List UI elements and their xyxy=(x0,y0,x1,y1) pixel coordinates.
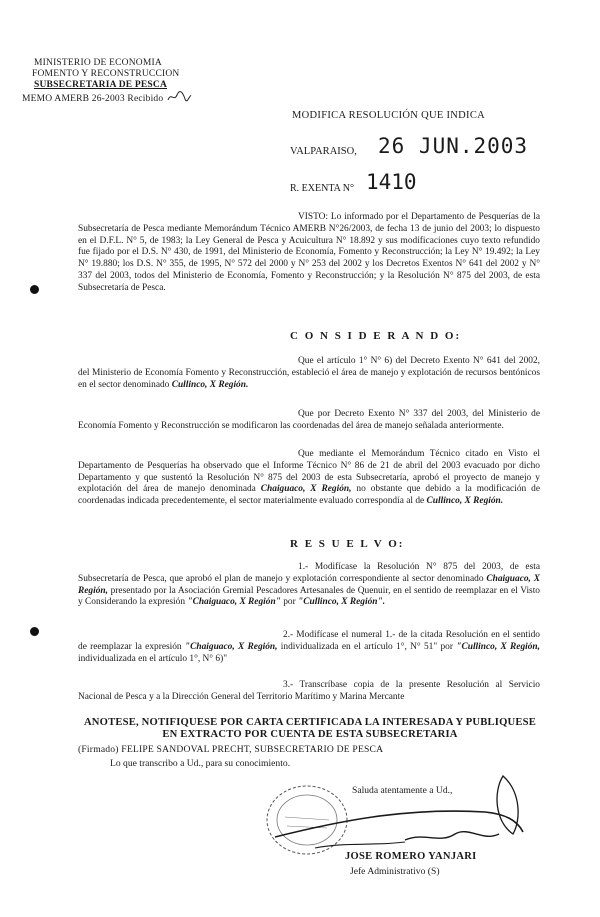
stamped-exenta-number: 1410 xyxy=(366,170,417,194)
resuelvo-1-quote-old: "Chaiguaco, X Región" xyxy=(187,597,281,608)
transcribe-line: Lo que transcribo a Ud., para su conocimiento. xyxy=(110,758,291,769)
considerando-paragraph-2: Que por Decreto Exento N° 337 del 2003, del Ministerio de Economía Fomento y Reconstrucción se modificaron las coordenadas del área de manejo señalada anteriormente. xyxy=(78,409,540,431)
resuelvo-2-quote-new: "Cullinco, X Región, xyxy=(456,641,540,652)
punch-hole-bottom xyxy=(30,627,39,636)
resuelvo-1-sector: Chaiguaco, X Región, xyxy=(78,573,540,596)
considerando-1-sector: Cullinco, X Región. xyxy=(171,379,249,390)
resuelvo-item-3: 3.- Transcríbase copia de la presente Resolución al Servicio Nacional de Pesca y a la Dirección General del Territorio Marítimo y Marina Mercante xyxy=(78,680,540,702)
closing-formula xyxy=(75,717,545,741)
resuelvo-item-1 xyxy=(78,562,540,609)
signer-title: Jefe Administrativo (S) xyxy=(350,866,440,877)
document-subject: MODIFICA RESOLUCIÓN QUE INDICA xyxy=(292,110,486,121)
place-label: VALPARAISO, xyxy=(290,146,357,157)
letterhead-ministry: MINISTERIO DE ECONOMIA xyxy=(34,58,162,68)
considerando-3-sector-end: Cullinco, X Región. xyxy=(426,496,504,507)
considerando-heading: C O N S I D E R A N D O: xyxy=(290,330,462,342)
considerando-3-text: Que mediante el Memorándum Técnico citado en Visto el Departamento de Pesquerías ha observado que el Informe Técnico N° 86 de 21 de abril del 2003 evacuado por dicho Departamento y que sustentó la Resolución N° 875 del 2003 de esta Subsecretaría, aprobó el proyecto de manejo y explotación del área de manejo denominada xyxy=(78,449,540,495)
signed-by-line: (Firmado) FELIPE SANDOVAL PRECHT, SUBSECRETARIO DE PESCA xyxy=(78,744,384,755)
letterhead xyxy=(22,58,192,105)
resuelvo-1-mid: presentado por la Asociación Gremial Pescadores Artesanales de Quenuir, en el sentido de reemplazar en el Visto y Considerando la expresión xyxy=(78,585,540,608)
resuelvo-2-mid: individualizada en el artículo 1°, N° 51" por xyxy=(277,641,457,652)
resuelvo-1-text: 1.- Modifícase la Resolución N° 875 del 2003, de esta Subsecretaría de Pesca, que aprobó el plan de manejo y explotación correspondiente al sector denominado xyxy=(78,562,540,584)
considerando-1-text: Que el artículo 1° N° 6) del Decreto Exento N° 641 del 2002, del Ministerio de Economía Fomento y Reconstrucción, estableció el área de manejo y explotación de recursos bentónicos en el sector denominado xyxy=(78,356,540,390)
resuelvo-2-quote-old: "Chaiguaco, X Región, xyxy=(184,641,278,652)
signer-name: JOSE ROMERO YANJARI xyxy=(345,851,477,862)
exenta-label: R. EXENTA N° xyxy=(290,183,355,194)
resuelvo-2-end: individualizada en el artículo 1°, N° 6)" xyxy=(78,653,228,664)
resuelvo-1-quote-new: "Cullinco, X Región". xyxy=(298,597,386,608)
letterhead-fomento: FOMENTO Y RECONSTRUCCION xyxy=(32,69,180,79)
considerando-paragraph-3 xyxy=(78,449,540,508)
punch-hole-top xyxy=(30,285,39,294)
stamped-date: 26 JUN.2003 xyxy=(378,134,529,158)
considerando-paragraph-1 xyxy=(78,356,540,391)
letterhead-memo xyxy=(22,91,192,105)
salutation: Saluda atentamente a Ud., xyxy=(352,785,453,796)
considerando-3-mid: no obstante que debido a la modificación de coordenadas indicada precedentemente, el sector materialmente evaluado correspondía al de xyxy=(78,484,540,507)
resuelvo-heading: R E S U E L V O: xyxy=(290,538,405,550)
visto-paragraph: VISTO: Lo informado por el Departamento de Pesquerías de la Subsecretaría de Pesca mediante Memorándum Técnico AMERB N°26/2003, de fecha 13 de junio del 2003; lo dispuesto en el D.F.L. N° 5, de 1983; la Ley General de Pesca y Acuicultura N° 18.892 y sus modificaciones cuyo texto refundido fue fijado por el D.S. N° 430, de 1991, del Ministerio de Economía, Fomento y Reconstrucción; la Ley N° 19.492; la Ley N° 19.880; los D.S. N° 355, de 1995, N° 572 del 2000 y N° 253 del 2002 y los Decretos Exentos N° 641 del 2002 y N° 337 del 2003, todos del Ministerio de Economía, Fomento y Reconstrucción; y la Resolución N° 875 del 2003, de esta Subsecretaría de Pesca. xyxy=(78,212,540,293)
closing-line-2: EN EXTRACTO POR CUENTA DE ESTA SUBSECRETARIA xyxy=(162,729,458,740)
handwritten-initials-icon xyxy=(166,91,192,103)
letterhead-subsecretaria: SUBSECRETARIA DE PESCA xyxy=(34,80,168,90)
resuelvo-2-text: 2.- Modifícase el numeral 1.- de la citada Resolución en el sentido de reemplazar la expresión xyxy=(78,630,540,652)
considerando-3-sector: Chaiguaco, X Región, xyxy=(260,484,352,495)
resuelvo-item-2 xyxy=(78,630,540,665)
memo-ref: MEMO AMERB 26-2003 Recibido xyxy=(22,94,164,104)
resuelvo-1-por: por xyxy=(280,597,299,608)
closing-line-1: ANOTESE, NOTIFIQUESE POR CARTA CERTIFICADA LA INTERESADA Y PUBLIQUESE xyxy=(83,717,537,728)
seal-and-signature-icon xyxy=(255,762,545,862)
